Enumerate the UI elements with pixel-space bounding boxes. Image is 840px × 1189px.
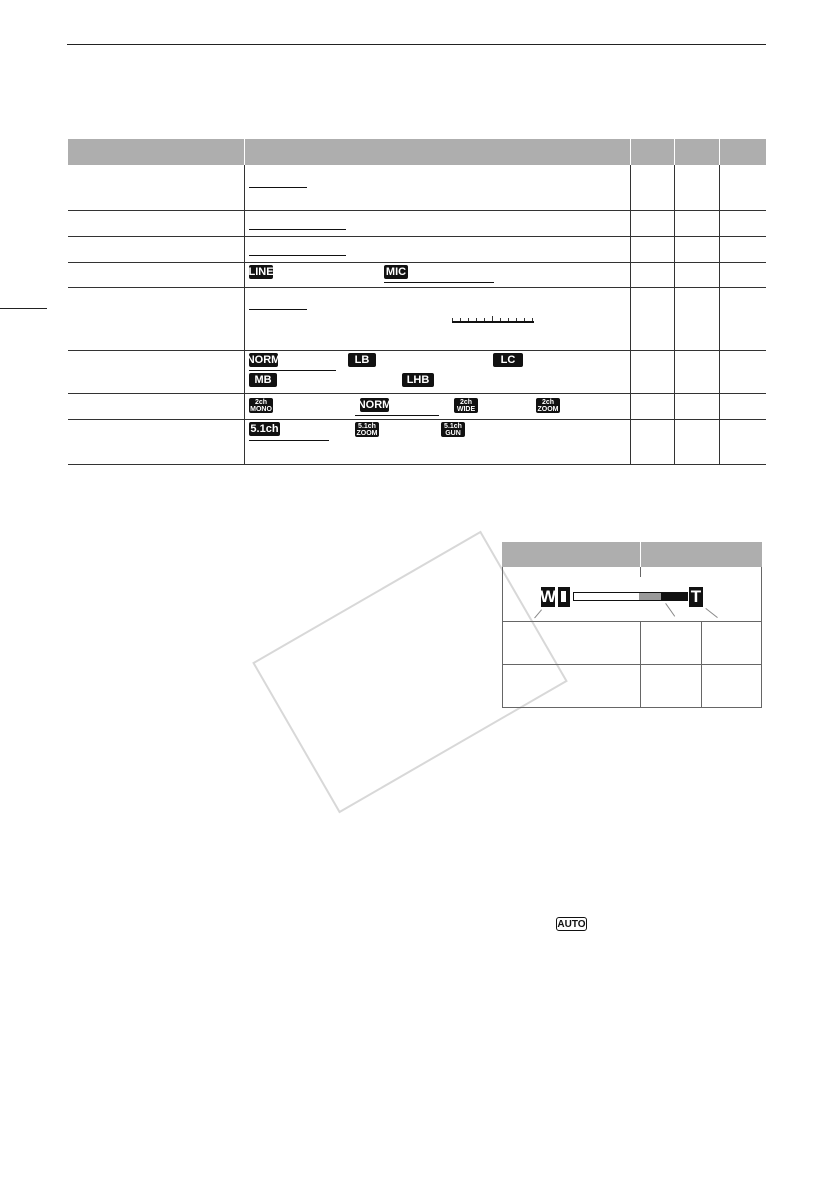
copy-watermark-frame <box>252 531 568 814</box>
audio-level-scale <box>452 313 534 323</box>
default-underline <box>249 255 346 256</box>
column-divider <box>640 567 641 577</box>
row-divider <box>68 236 766 237</box>
zoom-table-header <box>502 542 762 567</box>
default-underline <box>249 370 336 371</box>
2ch-wide-icon: 2ch WIDE <box>454 398 478 413</box>
digital-zoom-segment <box>639 593 661 600</box>
row-divider <box>68 393 766 394</box>
row-divider <box>68 419 766 420</box>
row-divider <box>68 210 766 211</box>
callout-line <box>534 609 542 618</box>
extended-zoom-segment <box>661 593 687 600</box>
2ch-mono-icon: 2ch MONO <box>250 398 272 413</box>
lc-icon: LC <box>493 353 523 367</box>
table-border <box>502 567 503 708</box>
table-border <box>502 707 762 708</box>
default-underline <box>249 309 307 310</box>
line-input-icon: LINE <box>248 265 274 278</box>
zoom-position-marker-icon <box>558 587 570 607</box>
default-underline <box>249 440 329 441</box>
callout-line <box>705 608 717 618</box>
margin-tab-rule <box>0 308 47 309</box>
mic-input-icon: MIC <box>385 265 407 278</box>
column-divider <box>701 621 702 708</box>
callout-line <box>665 603 675 617</box>
5-1ch-icon: 5.1ch <box>250 422 279 435</box>
5-1ch-gun-icon: 5.1ch GUN <box>441 422 465 437</box>
zoom-wide-icon: W <box>539 587 557 606</box>
row-divider <box>68 350 766 351</box>
column-divider <box>640 621 641 708</box>
default-underline <box>355 415 439 416</box>
norm-icon: NORM <box>246 353 281 366</box>
table-header <box>68 139 766 165</box>
5-1ch-zoom-icon: 5.1ch ZOOM <box>356 422 378 437</box>
row-divider <box>502 621 762 622</box>
auto-mode-icon: AUTO <box>557 918 586 930</box>
lb-icon: LB <box>348 353 376 367</box>
header-rule <box>67 44 766 45</box>
row-divider <box>68 262 766 263</box>
row-divider <box>502 664 762 665</box>
mb-icon: MB <box>249 373 277 387</box>
table-border <box>761 567 762 708</box>
2ch-zoom-icon: 2ch ZOOM <box>537 398 559 413</box>
default-underline <box>249 229 346 230</box>
default-underline <box>384 282 494 283</box>
lhb-icon: LHB <box>402 373 434 387</box>
norm-icon: NORM <box>357 398 392 411</box>
row-divider <box>68 464 766 465</box>
zoom-tele-icon: T <box>690 587 702 606</box>
row-divider <box>68 287 766 288</box>
default-underline <box>249 187 307 188</box>
